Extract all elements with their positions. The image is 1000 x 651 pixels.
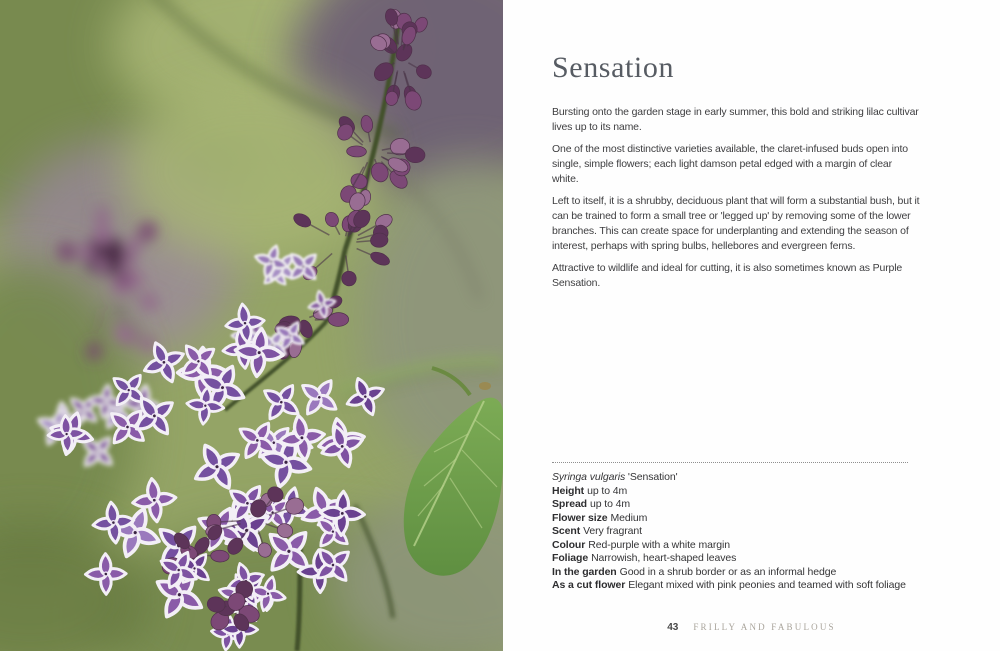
plant-spec-list bbox=[552, 462, 956, 593]
paragraph-flowers: One of the most distinctive varieties available, the claret-infused buds open into single, simple flowers; each light damson petal edged with a margin of clear white. bbox=[552, 143, 908, 185]
page-number: 43 bbox=[667, 622, 679, 633]
section-title: FRILLY AND FABULOUS bbox=[693, 622, 836, 632]
spec-spread: Spread up to 4m bbox=[552, 498, 631, 510]
text-page bbox=[503, 0, 1000, 651]
species-latin: Syringa vulgaris bbox=[552, 471, 626, 483]
paragraph-wildlife: Attractive to wildlife and ideal for cutting, it is also sometimes known as Purple Sensation. bbox=[552, 262, 903, 289]
spec-colour: Colour Red-purple with a white margin bbox=[552, 538, 730, 551]
dotted-divider bbox=[552, 462, 908, 463]
spec-cut-flower: As a cut flower Elegant mixed with pink peonies and teamed with soft foliage bbox=[552, 579, 906, 591]
spec-scent: Scent Very fragrant bbox=[552, 525, 642, 537]
spec-flower-size: Flower size Medium bbox=[552, 511, 648, 524]
page-footer bbox=[503, 617, 1000, 635]
spec-height: Height up to 4m bbox=[552, 484, 628, 497]
paragraph-habit: Left to itself, it is a shrubby, deciduous plant that will form a substantial bush, but it can be trained to form a small tree or 'legged up' by removing some of the lower branches. This can create space for underplanting and extending the season of interest, perhaps with spring bulbs, hellebores and evergreen ferns. bbox=[552, 195, 920, 252]
body-copy bbox=[552, 105, 920, 291]
page-title: Sensation bbox=[552, 51, 675, 84]
species-name bbox=[552, 471, 956, 485]
text-column bbox=[552, 0, 932, 298]
paragraph-intro: Bursting onto the garden stage in early summer, this bold and striking lilac cultivar lives up to its name. bbox=[552, 106, 919, 133]
species-cultivar: 'Sensation' bbox=[625, 471, 678, 483]
spec-foliage: Foliage Narrowish, heart-shaped leaves bbox=[552, 552, 737, 564]
spec-in-garden: In the garden Good in a shrub border or as an informal hedge bbox=[552, 565, 837, 578]
